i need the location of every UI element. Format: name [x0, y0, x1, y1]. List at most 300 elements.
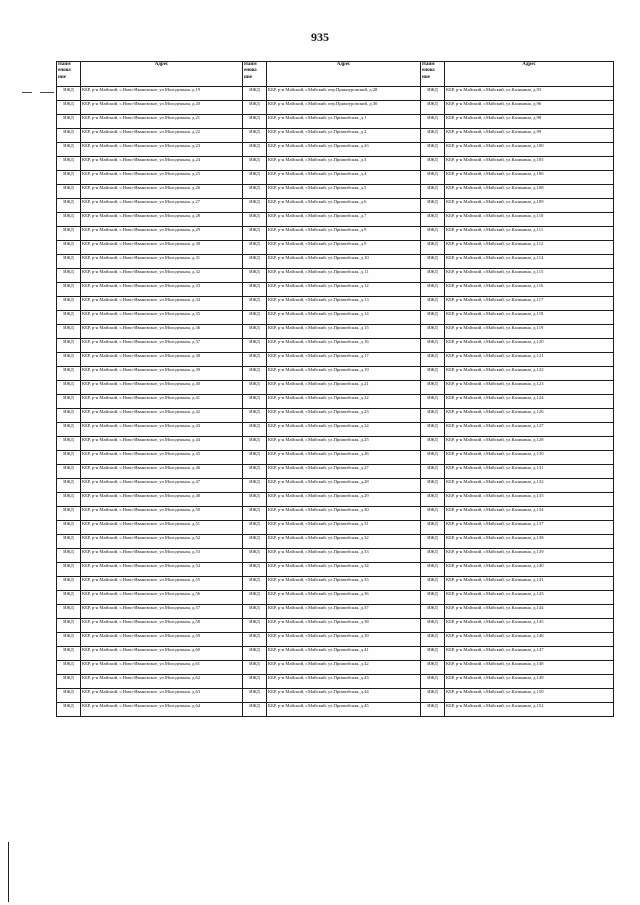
object-type-cell: ИЖД [421, 381, 445, 395]
object-type-cell: ИЖД [57, 101, 81, 115]
address-column-header: Адрес [81, 62, 243, 87]
address-cell: КБР, р-н Майский, с.Ново-Ивановское, ул.Молодежная, д.45 [81, 451, 243, 465]
address-cell: КБР, р-н Майский, г.Майский, ул.Калинина, д.122 [445, 367, 614, 381]
object-type-cell: ИЖД [421, 101, 445, 115]
object-type-cell: ИЖД [421, 283, 445, 297]
address-cell: КБР, р-н Майский, с.Ново-Ивановское, ул.Молодежная, д.34 [81, 297, 243, 311]
address-cell: КБР, р-н Майский, с.Ново-Ивановское, ул.Молодежная, д.48 [81, 493, 243, 507]
address-cell: КБР, р-н Майский, г.Майский, ул.Калинина, д.105 [445, 157, 614, 171]
table-row [57, 367, 614, 381]
table-row [57, 339, 614, 353]
address-cell: КБР, р-н Майский, с.Ново-Ивановское, ул.Молодежная, д.53 [81, 549, 243, 563]
address-cell: КБР, р-н Майский, г.Майский, ул.Пришибская, д.4 [267, 171, 421, 185]
address-table [56, 61, 614, 717]
object-type-cell: ИЖД [243, 647, 267, 661]
address-cell: КБР, р-н Майский, с.Ново-Ивановское, ул.Молодежная, д.23 [81, 143, 243, 157]
address-cell: КБР, р-н Майский, с.Ново-Ивановское, ул.Молодежная, д.47 [81, 479, 243, 493]
address-cell: КБР, р-н Майский, г.Майский, ул.Калинина, д.141 [445, 577, 614, 591]
object-type-cell: ИЖД [421, 185, 445, 199]
object-type-cell: ИЖД [57, 703, 81, 717]
object-type-cell: ИЖД [57, 619, 81, 633]
address-cell: КБР, р-н Майский, с.Ново-Ивановское, ул.Молодежная, д.46 [81, 465, 243, 479]
object-type-cell: ИЖД [243, 535, 267, 549]
object-type-cell: ИЖД [57, 465, 81, 479]
address-cell: КБР, р-н Майский, г.Майский, ул.Калинина, д.134 [445, 507, 614, 521]
address-cell: КБР, р-н Майский, г.Майский, ул.Пришибская, д.29 [267, 493, 421, 507]
address-cell: КБР, р-н Майский, г.Майский, ул.Пришибская, д.31 [267, 521, 421, 535]
object-type-cell: ИЖД [57, 661, 81, 675]
address-cell: КБР, р-н Майский, с.Ново-Ивановское, ул.Молодежная, д.27 [81, 199, 243, 213]
object-type-cell: ИЖД [243, 619, 267, 633]
object-type-cell: ИЖД [243, 703, 267, 717]
table-row [57, 297, 614, 311]
table-row [57, 619, 614, 633]
address-cell: КБР, р-н Майский, г.Майский, ул.Пришибская, д.1 [267, 115, 421, 129]
address-cell: КБР, р-н Майский, с.Ново-Ивановское, ул.Молодежная, д.51 [81, 521, 243, 535]
address-cell: КБР, р-н Майский, г.Майский, ул.Пришибская, д.45 [267, 703, 421, 717]
page-number: 935 [311, 30, 329, 44]
object-type-cell: ИЖД [243, 661, 267, 675]
address-cell: КБР, р-н Майский, г.Майский, ул.Калинина, д.114 [445, 255, 614, 269]
object-type-cell: ИЖД [421, 493, 445, 507]
address-cell: КБР, р-н Майский, с.Ново-Ивановское, ул.Молодежная, д.33 [81, 283, 243, 297]
object-type-cell: ИЖД [421, 227, 445, 241]
object-type-cell: ИЖД [57, 129, 81, 143]
address-cell: КБР, р-н Майский, г.Майский, ул.Пришибская, д.36 [267, 591, 421, 605]
table-row [57, 549, 614, 563]
object-type-cell: ИЖД [243, 577, 267, 591]
object-type-cell: ИЖД [57, 381, 81, 395]
table-row [57, 269, 614, 283]
address-cell: КБР, р-н Майский, г.Майский, ул.Пришибская, д.9 [267, 241, 421, 255]
object-type-cell: ИЖД [57, 157, 81, 171]
table-row [57, 591, 614, 605]
object-type-cell: ИЖД [57, 479, 81, 493]
table-row [57, 185, 614, 199]
table-row [57, 479, 614, 493]
address-cell: КБР, р-н Майский, с.Ново-Ивановское, ул.Молодежная, д.21 [81, 115, 243, 129]
table-row [57, 521, 614, 535]
object-type-cell: ИЖД [421, 605, 445, 619]
address-cell: КБР, р-н Майский, с.Ново-Ивановское, ул.Молодежная, д.41 [81, 395, 243, 409]
table-row [57, 451, 614, 465]
object-type-cell: ИЖД [243, 227, 267, 241]
address-cell: КБР, р-н Майский, г.Майский, ул.Калинина, д.137 [445, 521, 614, 535]
table-row [57, 227, 614, 241]
address-cell: КБР, р-н Майский, с.Ново-Ивановское, ул.Молодежная, д.55 [81, 577, 243, 591]
address-cell: КБР, р-н Майский, г.Майский, ул.Пришибская, д.30 [267, 507, 421, 521]
object-type-cell: ИЖД [421, 311, 445, 325]
address-cell: КБР, р-н Майский, г.Майский, ул.Калинина, д.100 [445, 143, 614, 157]
object-type-cell: ИЖД [57, 395, 81, 409]
address-cell: КБР, р-н Майский, с.Ново-Ивановское, ул.Молодежная, д.20 [81, 101, 243, 115]
object-type-cell: ИЖД [57, 269, 81, 283]
address-cell: КБР, р-н Майский, с.Ново-Ивановское, ул.Молодежная, д.56 [81, 591, 243, 605]
object-type-cell: ИЖД [421, 325, 445, 339]
address-cell: КБР, р-н Майский, с.Ново-Ивановское, ул.Молодежная, д.24 [81, 157, 243, 171]
object-type-cell: ИЖД [57, 241, 81, 255]
object-type-cell: ИЖД [243, 101, 267, 115]
object-type-cell: ИЖД [243, 171, 267, 185]
address-cell: КБР, р-н Майский, г.Майский, ул.Пришибская, д.41 [267, 647, 421, 661]
address-column-header: Адрес [445, 62, 614, 87]
address-cell: КБР, р-н Майский, г.Майский, ул.Пришибская, д.34 [267, 563, 421, 577]
object-type-cell: ИЖД [243, 605, 267, 619]
address-cell: КБР, р-н Майский, г.Майский, ул.Калинина, д.128 [445, 437, 614, 451]
object-type-cell: ИЖД [57, 689, 81, 703]
table-row [57, 143, 614, 157]
object-type-cell: ИЖД [243, 675, 267, 689]
object-type-cell: ИЖД [243, 283, 267, 297]
address-cell: КБР, р-н Майский, г.Майский, ул.Пришибская, д.2 [267, 129, 421, 143]
address-cell: КБР, р-н Майский, г.Майский, ул.Калинина, д.108 [445, 185, 614, 199]
address-cell: КБР, р-н Майский, с.Ново-Ивановское, ул.Молодежная, д.43 [81, 423, 243, 437]
object-type-cell: ИЖД [57, 115, 81, 129]
address-cell: КБР, р-н Майский, г.Майский, ул.Пришибская, д.10 [267, 255, 421, 269]
object-type-cell: ИЖД [57, 311, 81, 325]
table-row [57, 311, 614, 325]
object-type-cell: ИЖД [243, 185, 267, 199]
table-header-row [57, 62, 614, 87]
address-cell: КБР, р-н Майский, с.Ново-Ивановское, ул.Молодежная, д.58 [81, 619, 243, 633]
table-row [57, 353, 614, 367]
address-cell: КБР, р-н Майский, г.Майский, ул.Калинина, д.98 [445, 115, 614, 129]
object-type-cell: ИЖД [57, 143, 81, 157]
object-type-cell: ИЖД [57, 409, 81, 423]
table-row [57, 213, 614, 227]
object-type-cell: ИЖД [243, 157, 267, 171]
object-type-cell: ИЖД [243, 507, 267, 521]
object-type-cell: ИЖД [243, 521, 267, 535]
object-type-cell: ИЖД [57, 325, 81, 339]
address-cell: КБР, р-н Майский, г.Майский, ул.Пришибская, д.3 [267, 157, 421, 171]
table-row [57, 563, 614, 577]
table-row [57, 647, 614, 661]
address-cell: КБР, р-н Майский, с.Ново-Ивановское, ул.Молодежная, д.38 [81, 353, 243, 367]
object-type-cell: ИЖД [243, 633, 267, 647]
type-column-header: Наим енова ние [243, 62, 267, 87]
object-type-cell: ИЖД [421, 367, 445, 381]
address-cell: КБР, р-н Майский, г.Майский, ул.Пришибская, д.2б [267, 143, 421, 157]
object-type-cell: ИЖД [243, 325, 267, 339]
table-row [57, 507, 614, 521]
object-type-cell: ИЖД [57, 423, 81, 437]
address-cell: КБР, р-н Майский, с.Ново-Ивановское, ул.Молодежная, д.31 [81, 255, 243, 269]
object-type-cell: ИЖД [57, 605, 81, 619]
address-cell: КБР, р-н Майский, г.Майский, ул.Пришибская, д.5 [267, 185, 421, 199]
address-cell: КБР, р-н Майский, г.Майский, ул.Пришибская, д.19 [267, 367, 421, 381]
address-cell: КБР, р-н Майский, г.Майский, ул.Калинина, д.127 [445, 423, 614, 437]
address-cell: КБР, р-н Майский, г.Майский, ул.Калинина, д.112 [445, 241, 614, 255]
object-type-cell: ИЖД [243, 409, 267, 423]
address-column-header: Адрес [267, 62, 421, 87]
address-cell: КБР, р-н Майский, с.Ново-Ивановское, ул.Молодежная, д.19 [81, 87, 243, 101]
address-cell: КБР, р-н Майский, с.Ново-Ивановское, ул.Молодежная, д.25 [81, 171, 243, 185]
address-cell: КБР, р-н Майский, г.Майский, ул.Пришибская, д.7 [267, 213, 421, 227]
object-type-cell: ИЖД [57, 213, 81, 227]
address-cell: КБР, р-н Майский, г.Майский, ул.Калинина, д.133 [445, 493, 614, 507]
object-type-cell: ИЖД [243, 591, 267, 605]
object-type-cell: ИЖД [243, 381, 267, 395]
address-cell: КБР, р-н Майский, г.Майский, ул.Пришибская, д.16 [267, 339, 421, 353]
address-cell: КБР, р-н Майский, с.Ново-Ивановское, ул.Молодежная, д.35 [81, 311, 243, 325]
object-type-cell: ИЖД [243, 479, 267, 493]
address-cell: КБР, р-н Майский, г.Майский, ул.Калинина, д.110 [445, 213, 614, 227]
object-type-cell: ИЖД [421, 633, 445, 647]
object-type-cell: ИЖД [57, 675, 81, 689]
object-type-cell: ИЖД [421, 563, 445, 577]
object-type-cell: ИЖД [57, 353, 81, 367]
object-type-cell: ИЖД [421, 521, 445, 535]
object-type-cell: ИЖД [421, 129, 445, 143]
address-cell: КБР, р-н Майский, г.Майский, ул.Пришибская, д.23 [267, 409, 421, 423]
object-type-cell: ИЖД [421, 255, 445, 269]
address-cell: КБР, р-н Майский, г.Майский, ул.Калинина, д.99 [445, 129, 614, 143]
object-type-cell: ИЖД [243, 689, 267, 703]
object-type-cell: ИЖД [243, 87, 267, 101]
object-type-cell: ИЖД [57, 437, 81, 451]
address-cell: КБР, р-н Майский, г.Майский, ул.Пришибская, д.35 [267, 577, 421, 591]
object-type-cell: ИЖД [243, 451, 267, 465]
address-cell: КБР, р-н Майский, г.Майский, ул.Калинина, д.111 [445, 227, 614, 241]
object-type-cell: ИЖД [421, 479, 445, 493]
table-row [57, 325, 614, 339]
address-cell: КБР, р-н Майский, с.Ново-Ивановское, ул.Молодежная, д.44 [81, 437, 243, 451]
object-type-cell: ИЖД [243, 297, 267, 311]
address-cell: КБР, р-н Майский, г.Майский, ул.Калинина, д.115 [445, 269, 614, 283]
address-cell: КБР, р-н Майский, г.Майский, ул.Калинина, д.144 [445, 605, 614, 619]
address-cell: КБР, р-н Майский, г.Майский, ул.Калинина, д.118 [445, 311, 614, 325]
address-cell: КБР, р-н Майский, г.Майский, ул.Калинина, д.119 [445, 325, 614, 339]
address-cell: КБР, р-н Майский, г.Майский, ул.Калинина, д.143 [445, 591, 614, 605]
object-type-cell: ИЖД [243, 129, 267, 143]
object-type-cell: ИЖД [57, 549, 81, 563]
object-type-cell: ИЖД [421, 115, 445, 129]
address-cell: КБР, р-н Майский, г.Майский, ул.Пришибская, д.28 [267, 479, 421, 493]
table-row [57, 689, 614, 703]
address-cell: КБР, р-н Майский, г.Майский, ул.Пришибская, д.9 [267, 227, 421, 241]
object-type-cell: ИЖД [243, 423, 267, 437]
object-type-cell: ИЖД [421, 395, 445, 409]
address-cell: КБР, р-н Майский, г.Майский, ул.Калинина, д.149 [445, 675, 614, 689]
table-row [57, 605, 614, 619]
address-cell: КБР, р-н Майский, с.Ново-Ивановское, ул.Молодежная, д.60 [81, 647, 243, 661]
address-cell: КБР, р-н Майский, г.Майский, ул.Калинина, д.130 [445, 451, 614, 465]
table-row [57, 129, 614, 143]
table-row [57, 675, 614, 689]
address-cell: КБР, р-н Майский, с.Ново-Ивановское, ул.Молодежная, д.37 [81, 339, 243, 353]
address-cell: КБР, р-н Майский, г.Майский, ул.Пришибская, д.17 [267, 353, 421, 367]
address-cell: КБР, р-н Майский, г.Майский, ул.Пришибская, д.14 [267, 311, 421, 325]
object-type-cell: ИЖД [421, 619, 445, 633]
address-cell: КБР, р-н Майский, с.Ново-Ивановское, ул.Молодежная, д.32 [81, 269, 243, 283]
address-cell: КБР, р-н Майский, с.Ново-Ивановское, ул.Молодежная, д.26 [81, 185, 243, 199]
object-type-cell: ИЖД [57, 87, 81, 101]
address-cell: КБР, р-н Майский, г.Майский, ул.Калинина, д.120 [445, 339, 614, 353]
object-type-cell: ИЖД [57, 647, 81, 661]
object-type-cell: ИЖД [243, 199, 267, 213]
object-type-cell: ИЖД [57, 493, 81, 507]
address-cell: КБР, р-н Майский, г.Майский, ул.Пришибская, д.24 [267, 423, 421, 437]
object-type-cell: ИЖД [243, 465, 267, 479]
address-cell: КБР, р-н Майский, с.Ново-Ивановское, ул.Молодежная, д.22 [81, 129, 243, 143]
address-cell: КБР, р-н Майский, г.Майский, ул.Пришибская, д.22 [267, 395, 421, 409]
object-type-cell: ИЖД [57, 633, 81, 647]
table-row [57, 409, 614, 423]
object-type-cell: ИЖД [243, 255, 267, 269]
object-type-cell: ИЖД [243, 241, 267, 255]
object-type-cell: ИЖД [421, 703, 445, 717]
address-cell: КБР, р-н Майский, г.Майский, пер.Прямоуровский, д.30 [267, 101, 421, 115]
object-type-cell: ИЖД [421, 647, 445, 661]
object-type-cell: ИЖД [57, 591, 81, 605]
address-cell: КБР, р-н Майский, г.Майский, ул.Пришибская, д.33 [267, 549, 421, 563]
object-type-cell: ИЖД [421, 423, 445, 437]
object-type-cell: ИЖД [57, 521, 81, 535]
address-cell: КБР, р-н Майский, г.Майский, ул.Калинина, д.145 [445, 619, 614, 633]
type-column-header: Наим енова ние [57, 62, 81, 87]
address-cell: КБР, р-н Майский, г.Майский, ул.Калинина, д.152 [445, 703, 614, 717]
type-column-header: Наим енова ние [421, 62, 445, 87]
object-type-cell: ИЖД [421, 507, 445, 521]
table-row [57, 423, 614, 437]
address-cell: КБР, р-н Майский, г.Майский, ул.Пришибская, д.32 [267, 535, 421, 549]
object-type-cell: ИЖД [421, 535, 445, 549]
object-type-cell: ИЖД [421, 675, 445, 689]
table-row [57, 381, 614, 395]
table-row [57, 87, 614, 101]
address-cell: КБР, р-н Майский, г.Майский, ул.Пришибская, д.12 [267, 283, 421, 297]
address-cell: КБР, р-н Майский, г.Майский, ул.Калинина, д.117 [445, 297, 614, 311]
address-cell: КБР, р-н Майский, г.Майский, пер.Прямоуровский, д.28 [267, 87, 421, 101]
object-type-cell: ИЖД [421, 353, 445, 367]
address-cell: КБР, р-н Майский, г.Майский, ул.Калинина, д.124 [445, 395, 614, 409]
address-cell: КБР, р-н Майский, г.Майский, ул.Пришибская, д.15 [267, 325, 421, 339]
table-row [57, 157, 614, 171]
object-type-cell: ИЖД [421, 199, 445, 213]
table-row [57, 535, 614, 549]
object-type-cell: ИЖД [57, 339, 81, 353]
object-type-cell: ИЖД [243, 493, 267, 507]
address-cell: КБР, р-н Майский, г.Майский, ул.Пришибская, д.43 [267, 675, 421, 689]
address-cell: КБР, р-н Майский, г.Майский, ул.Пришибская, д.27 [267, 465, 421, 479]
address-cell: КБР, р-н Майский, г.Майский, ул.Калинина, д.93 [445, 87, 614, 101]
address-cell: КБР, р-н Майский, г.Майский, ул.Калинина, д.140 [445, 563, 614, 577]
address-cell: КБР, р-н Майский, г.Майский, ул.Калинина, д.106 [445, 171, 614, 185]
margin-line [8, 842, 9, 902]
table-row [57, 703, 614, 717]
address-cell: КБР, р-н Майский, г.Майский, ул.Калинина, д.109 [445, 199, 614, 213]
object-type-cell: ИЖД [57, 199, 81, 213]
object-type-cell: ИЖД [243, 143, 267, 157]
address-cell: КБР, р-н Майский, г.Майский, ул.Пришибская, д.25 [267, 437, 421, 451]
address-cell: КБР, р-н Майский, г.Майский, ул.Калинина, д.147 [445, 647, 614, 661]
address-cell: КБР, р-н Майский, с.Ново-Ивановское, ул.Молодежная, д.62 [81, 675, 243, 689]
object-type-cell: ИЖД [57, 171, 81, 185]
address-cell: КБР, р-н Майский, г.Майский, ул.Калинина, д.150 [445, 689, 614, 703]
object-type-cell: ИЖД [57, 507, 81, 521]
object-type-cell: ИЖД [57, 577, 81, 591]
margin-mark [22, 92, 32, 93]
address-cell: КБР, р-н Майский, с.Ново-Ивановское, ул.Молодежная, д.36 [81, 325, 243, 339]
address-cell: КБР, р-н Майский, г.Майский, ул.Калинина, д.121 [445, 353, 614, 367]
address-cell: КБР, р-н Майский, г.Майский, ул.Калинина, д.138 [445, 535, 614, 549]
object-type-cell: ИЖД [421, 269, 445, 283]
address-cell: КБР, р-н Майский, г.Майский, ул.Пришибская, д.11 [267, 269, 421, 283]
address-cell: КБР, р-н Майский, г.Майский, ул.Пришибская, д.21 [267, 381, 421, 395]
table-row [57, 101, 614, 115]
address-cell: КБР, р-н Майский, с.Ново-Ивановское, ул.Молодежная, д.40 [81, 381, 243, 395]
table-row [57, 241, 614, 255]
address-cell: КБР, р-н Майский, г.Майский, ул.Пришибская, д.44 [267, 689, 421, 703]
object-type-cell: ИЖД [243, 367, 267, 381]
object-type-cell: ИЖД [421, 591, 445, 605]
table-row [57, 465, 614, 479]
address-cell: КБР, р-н Майский, с.Ново-Ивановское, ул.Молодежная, д.50 [81, 507, 243, 521]
object-type-cell: ИЖД [57, 367, 81, 381]
object-type-cell: ИЖД [57, 297, 81, 311]
object-type-cell: ИЖД [421, 689, 445, 703]
address-cell: КБР, р-н Майский, с.Ново-Ивановское, ул.Молодежная, д.64 [81, 703, 243, 717]
object-type-cell: ИЖД [57, 563, 81, 577]
address-cell: КБР, р-н Майский, г.Майский, ул.Калинина, д.123 [445, 381, 614, 395]
table-row [57, 171, 614, 185]
object-type-cell: ИЖД [421, 339, 445, 353]
object-type-cell: ИЖД [421, 437, 445, 451]
address-cell: КБР, р-н Майский, г.Майский, ул.Пришибская, д.26 [267, 451, 421, 465]
object-type-cell: ИЖД [421, 297, 445, 311]
address-cell: КБР, р-н Майский, г.Майский, ул.Пришибская, д.13 [267, 297, 421, 311]
object-type-cell: ИЖД [421, 451, 445, 465]
address-cell: КБР, р-н Майский, г.Майский, ул.Калинина, д.148 [445, 661, 614, 675]
object-type-cell: ИЖД [421, 465, 445, 479]
address-cell: КБР, р-н Майский, с.Ново-Ивановское, ул.Молодежная, д.57 [81, 605, 243, 619]
object-type-cell: ИЖД [57, 283, 81, 297]
object-type-cell: ИЖД [243, 353, 267, 367]
table-row [57, 115, 614, 129]
address-cell: КБР, р-н Майский, г.Майский, ул.Пришибская, д.42 [267, 661, 421, 675]
object-type-cell: ИЖД [243, 213, 267, 227]
object-type-cell: ИЖД [421, 213, 445, 227]
object-type-cell: ИЖД [243, 563, 267, 577]
address-cell: КБР, р-н Майский, с.Ново-Ивановское, ул.Молодежная, д.30 [81, 241, 243, 255]
object-type-cell: ИЖД [243, 437, 267, 451]
object-type-cell: ИЖД [243, 311, 267, 325]
address-cell: КБР, р-н Майский, с.Ново-Ивановское, ул.Молодежная, д.29 [81, 227, 243, 241]
object-type-cell: ИЖД [421, 661, 445, 675]
address-cell: КБР, р-н Майский, г.Майский, ул.Калинина, д.139 [445, 549, 614, 563]
table-row [57, 577, 614, 591]
address-cell: КБР, р-н Майский, с.Ново-Ивановское, ул.Молодежная, д.61 [81, 661, 243, 675]
object-type-cell: ИЖД [421, 577, 445, 591]
object-type-cell: ИЖД [57, 185, 81, 199]
table-row [57, 437, 614, 451]
object-type-cell: ИЖД [243, 269, 267, 283]
address-cell: КБР, р-н Майский, с.Ново-Ивановское, ул.Молодежная, д.39 [81, 367, 243, 381]
object-type-cell: ИЖД [57, 227, 81, 241]
address-cell: КБР, р-н Майский, г.Майский, ул.Пришибская, д.38 [267, 619, 421, 633]
object-type-cell: ИЖД [57, 451, 81, 465]
address-cell: КБР, р-н Майский, г.Майский, ул.Калинина, д.96 [445, 101, 614, 115]
address-cell: КБР, р-н Майский, г.Майский, ул.Калинина, д.116 [445, 283, 614, 297]
table-row [57, 255, 614, 269]
object-type-cell: ИЖД [421, 549, 445, 563]
table-row [57, 661, 614, 675]
address-cell: КБР, р-н Майский, г.Майский, ул.Пришибская, д.39 [267, 633, 421, 647]
object-type-cell: ИЖД [421, 409, 445, 423]
object-type-cell: ИЖД [421, 87, 445, 101]
object-type-cell: ИЖД [57, 535, 81, 549]
